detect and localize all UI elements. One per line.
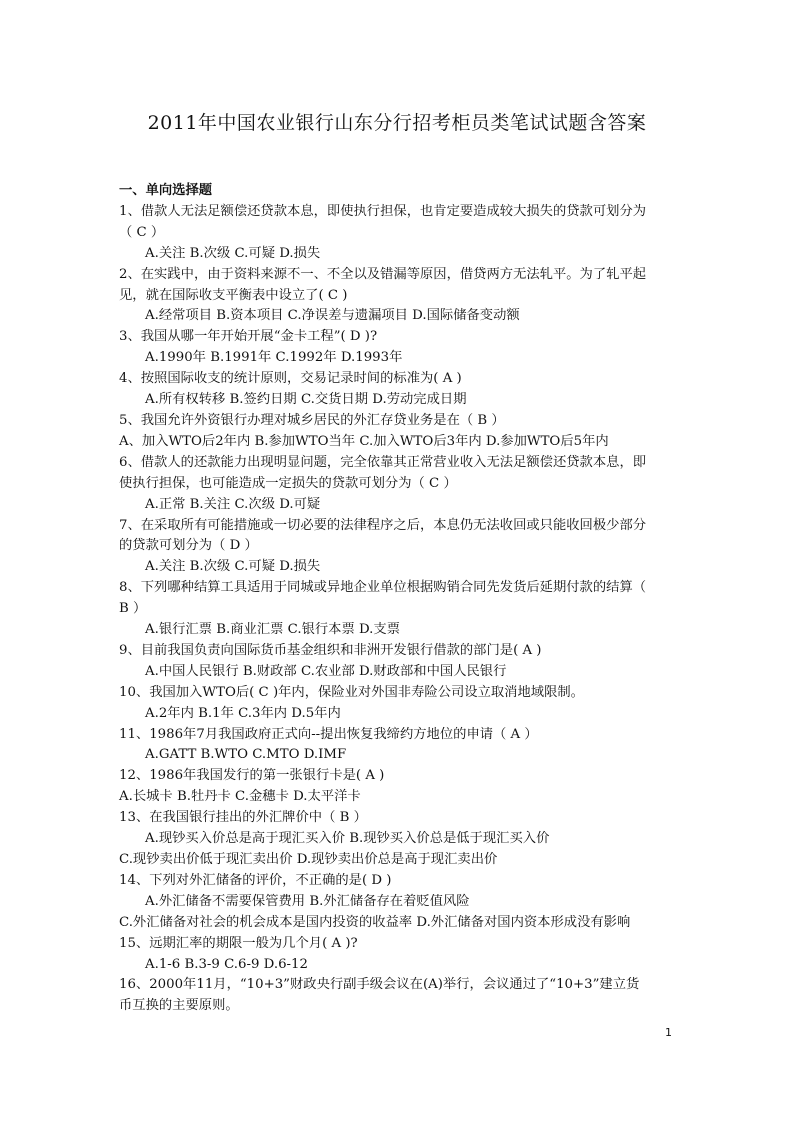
text-line: 4、按照国际收支的统计原则，交易记录时间的标准为( A ) [119, 371, 462, 387]
text-line: A.关注 B.次级 C.可疑 D.损失 [145, 245, 321, 261]
text-line: A.1990年 B.1991年 C.1992年 D.1993年 [145, 350, 403, 366]
text-line: 13、在我国银行挂出的外汇牌价中（ B ） [119, 810, 367, 826]
text-line: 7、在采取所有可能措施或一切必要的法律程序之后，本息仍无法收回或只能收回极少部分 [119, 517, 647, 533]
text-line: 15、远期汇率的期限一般为几个月( A )? [119, 935, 358, 951]
text-line: 10、我国加入WTO后( C )年内，保险业对外国非寿险公司设立取消地域限制。 [119, 684, 584, 700]
page-number: 1 [665, 1026, 672, 1039]
question-list [119, 181, 679, 1017]
text-line: A.长城卡 B.牡丹卡 C.金穗卡 D.太平洋卡 [119, 789, 361, 805]
text-line: 9、目前我国负责向国际货币基金组织和非洲开发银行借款的部门是( A ) [119, 642, 542, 658]
text-line: B ） [119, 601, 147, 617]
text-line: 11、1986年7月我国政府正式向--提出恢复我缔约方地位的申请（ A ） [119, 726, 538, 742]
text-line: 3、我国从哪一年开始开展“金卡工程”( D )? [119, 329, 378, 345]
text-line: C.外汇储备对社会的机会成本是国内投资的收益率 D.外汇储备对国内资本形成没有影响 [119, 914, 631, 930]
text-line: A.中国人民银行 B.财政部 C.农业部 D.财政部和中国人民银行 [145, 663, 507, 679]
text-line: 1、借款人无法足额偿还贷款本息，即使执行担保，也肯定要造成较大损失的贷款可划分为 [119, 203, 647, 219]
document-title: 2011年中国农业银行山东分行招考柜员类笔试试题含答案 [147, 112, 647, 134]
text-line: A.关注 B.次级 C.可疑 D.损失 [145, 559, 321, 575]
text-line: A.正常 B.关注 C.次级 D.可疑 [145, 496, 321, 512]
text-line: （ C ） [119, 224, 165, 240]
text-line: A.银行汇票 B.商业汇票 C.银行本票 D.支票 [145, 622, 401, 638]
text-line: A.经常项目 B.资本项目 C.净误差与遗漏项目 D.国际储备变动额 [145, 308, 520, 324]
section-heading: 一、单向选择题 [119, 183, 213, 198]
text-line: 16、2000年11月，“10+3”财政央行副手级会议在(A)举行，会议通过了“10+3”建立货 [119, 977, 640, 993]
text-line: 12、1986年我国发行的第一张银行卡是( A ) [119, 768, 385, 784]
text-line: 见，就在国际收支平衡表中设立了( C ) [119, 287, 348, 303]
text-line: 2、在实践中，由于资料来源不一、不全以及错漏等原因，借贷两方无法轧平。为了轧平起 [119, 266, 647, 282]
text-line: 使执行担保，也可能造成一定损失的贷款可划分为（ C ） [119, 475, 457, 491]
text-line: 5、我国允许外资银行办理对城乡居民的外汇存贷业务是在（ B ） [119, 412, 505, 428]
text-line: A、加入WTO后2年内 B.参加WTO当年 C.加入WTO后3年内 D.参加WTO后5年内 [119, 433, 609, 449]
text-line: A.现钞买入价总是高于现汇买入价 B.现钞买入价总是低于现汇买入价 [145, 831, 550, 847]
text-line: A.外汇储备不需要保管费用 B.外汇储备存在着贬值风险 [145, 893, 470, 909]
text-line: A.1-6 B.3-9 C.6-9 D.6-12 [145, 956, 308, 972]
text-line: 14、下列对外汇储备的评价，不正确的是( D ) [119, 872, 392, 888]
text-line: 的贷款可划分为（ D ） [119, 538, 258, 554]
text-line: 6、借款人的还款能力出现明显问题，完全依靠其正常营业收入无法足额偿还贷款本息，即 [119, 454, 647, 470]
text-line: A.GATT B.WTO C.MTO D.IMF [145, 747, 347, 763]
text-line: A.2年内 B.1年 C.3年内 D.5年内 [145, 705, 341, 721]
text-line: A.所有权转移 B.签约日期 C.交货日期 D.劳动完成日期 [145, 392, 467, 408]
text-line: C.现钞卖出价低于现汇卖出价 D.现钞卖出价总是高于现汇卖出价 [119, 852, 498, 867]
text-line: 8、下列哪种结算工具适用于同城或异地企业单位根据购销合同先发货后延期付款的结算（ [119, 580, 647, 596]
text-line: 币互换的主要原则。 [119, 998, 239, 1014]
